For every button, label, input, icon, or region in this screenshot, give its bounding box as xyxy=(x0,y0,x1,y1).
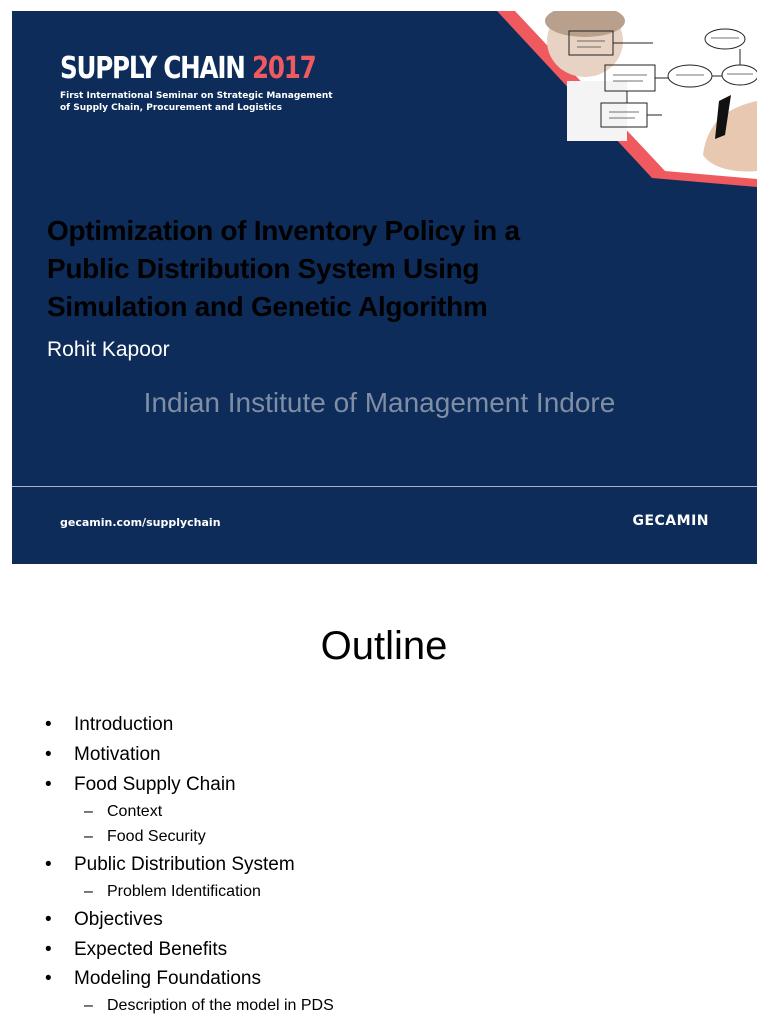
title-line: Public Distribution System Using xyxy=(47,253,480,284)
flowchart-photo-image xyxy=(497,11,757,187)
brand-name: SUPPLY CHAIN xyxy=(60,51,245,86)
brand-logo xyxy=(60,51,316,86)
brand-year: 2017 xyxy=(251,51,316,86)
title-line: Optimization of Inventory Policy in a xyxy=(47,215,520,246)
dash-icon: – xyxy=(84,828,93,845)
brand-tagline-line: First International Seminar on Strategic Management xyxy=(60,91,333,101)
bullet-icon: • xyxy=(45,854,52,875)
dash-icon: – xyxy=(84,803,93,820)
footer-divider xyxy=(12,486,757,487)
bullet-icon: • xyxy=(45,774,52,795)
institute-name: Indian Institute of Management Indore xyxy=(143,387,616,418)
footer-url: gecamin.com/supplychain xyxy=(60,516,221,529)
title-slide xyxy=(12,11,757,564)
dash-icon: – xyxy=(84,997,93,1014)
author-name: Rohit Kapoor xyxy=(47,338,170,361)
title-line: Simulation and Genetic Algorithm xyxy=(47,291,488,322)
outline-title: Outline xyxy=(320,624,448,668)
brand-tagline xyxy=(60,90,333,114)
presentation-title xyxy=(47,212,607,326)
bullet-icon: • xyxy=(45,714,52,735)
gecamin-logo: GECAMIN xyxy=(632,513,709,529)
bullet-icon: • xyxy=(45,744,52,765)
bullet-icon: • xyxy=(45,909,52,930)
dash-icon: – xyxy=(84,883,93,900)
bullet-icon: • xyxy=(45,939,52,960)
bullet-icon: • xyxy=(45,968,52,989)
brand-tagline-line: of Supply Chain, Procurement and Logistics xyxy=(60,103,282,113)
